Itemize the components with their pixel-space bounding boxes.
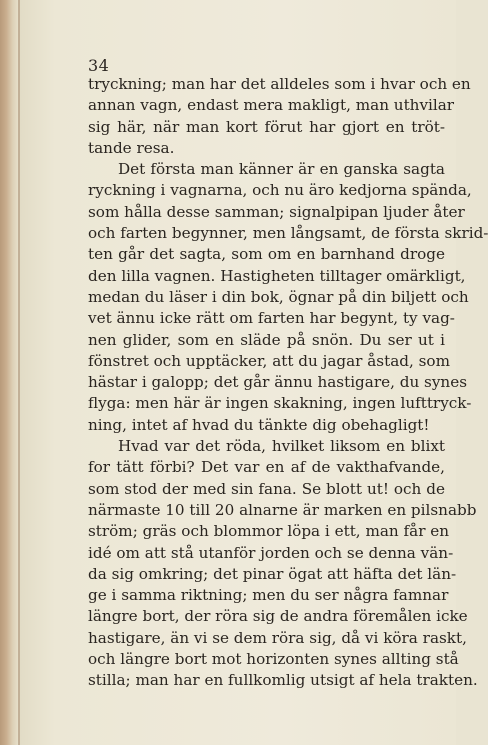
text-line: längre bort, der röra sig de andra föremålen icke xyxy=(88,607,468,626)
text-line: hastigare, än vi se dem röra sig, då vi köra raskt, xyxy=(88,628,467,647)
text-line: idé om att stå utanför jorden och se denna vän- xyxy=(88,543,454,562)
text-line: den lilla vagnen. Hastigheten tilltager omärkligt, xyxy=(88,266,466,285)
text-line: som stod der med sin fana. Se blott ut! och de xyxy=(88,479,445,498)
text-line: som hålla desse samman; signalpipan ljuder åter xyxy=(88,202,465,221)
book-spine-shadow xyxy=(0,0,18,745)
text-line: ström; gräs och blommor löpa i ett, man får en xyxy=(88,522,450,541)
text-line: ning, intet af hvad du tänkte dig obehagligt! xyxy=(88,415,430,434)
text-line: Det första man känner är en ganska sagta xyxy=(118,160,445,179)
text-line: ryckning i vagnarna, och nu äro kedjorna spända, xyxy=(88,181,472,200)
text-line: annan vagn, endast mera makligt, man uthvilar xyxy=(88,96,455,115)
text-line: for tätt förbi? Det var en af de vakthafvande, xyxy=(88,458,445,477)
text-line: medan du läser i din bok, ögnar på din biljett och xyxy=(88,287,469,306)
text-line: Hvad var det röda, hvilket liksom en blixt xyxy=(118,437,445,456)
text-line: tande resa. xyxy=(88,138,175,157)
text-line: ten går det sagta, som om en barnhand droge xyxy=(88,245,445,264)
text-line: och farten begynner, men långsamt, de första skrid- xyxy=(88,224,488,243)
text-line: hästar i galopp; det går ännu hastigare, du synes xyxy=(88,373,467,392)
text-line: tryckning; man har det alldeles som i hvar och en xyxy=(88,75,471,93)
text-line: och längre bort mot horizonten synes allting stå xyxy=(88,650,459,669)
text-line: da sig omkring; det pinar ögat att häfta det län- xyxy=(88,564,457,583)
body-text xyxy=(88,74,488,692)
text-line: flyga: men här är ingen skakning, ingen lufttryck- xyxy=(88,394,472,413)
text-line: sig här, när man kort förut har gjort en tröt- xyxy=(88,117,445,136)
text-line: stilla; man har en fullkomlig utsigt af hela trakten. xyxy=(88,671,478,690)
text-line: vet ännu icke rätt om farten har begynt, ty vag- xyxy=(88,309,455,328)
page-number: 34 xyxy=(88,56,110,75)
text-line: ge i samma riktning; men du ser några famnar xyxy=(88,586,449,605)
text-line: nen glider, som en släde på snön. Du ser ut i xyxy=(88,330,445,349)
text-line: fönstret och upptäcker, att du jagar åstad, som xyxy=(88,351,450,370)
text-line: närmaste 10 till 20 alnarne är marken en pilsnabb xyxy=(88,500,477,519)
